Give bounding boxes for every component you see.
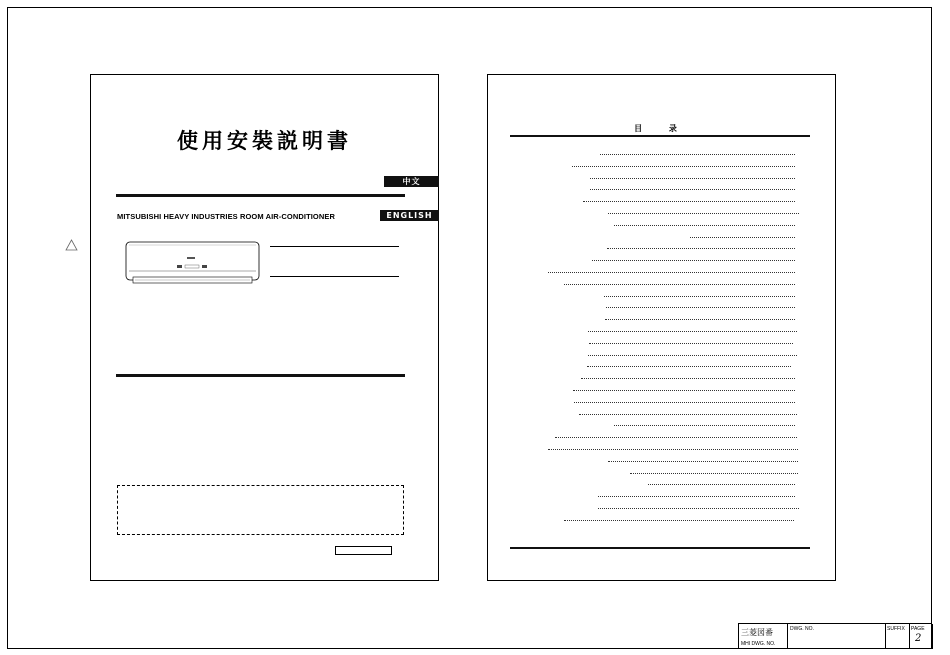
toc-entry-leader: [614, 225, 795, 226]
toc-entry-leader: [598, 508, 799, 509]
callout-line-upper: [270, 246, 399, 247]
toc-entry-leader: [574, 402, 795, 403]
suffix-label: SUFFIX: [887, 626, 905, 632]
toc-entry-leader: [630, 473, 798, 474]
toc-entry-leader: [614, 425, 795, 426]
toc-entry-leader: [548, 272, 795, 273]
mhi-dwg-label: MHI DWG. NO.: [741, 641, 776, 647]
page-cell: [910, 624, 933, 649]
toc-entry-leader: [605, 319, 795, 320]
manufacturer-line: MITSUBISHI HEAVY INDUSTRIES ROOM AIR-CONDITIONER: [117, 212, 336, 221]
toc-entry-leader: [590, 189, 795, 190]
small-label-box: [335, 546, 392, 555]
bottom-rule: [116, 374, 405, 377]
company-cell: [739, 624, 788, 649]
dwg-no-cell: [788, 624, 886, 649]
toc-entry-leader: [607, 248, 795, 249]
page-number: 2: [915, 633, 922, 644]
toc-entry-leader: [564, 520, 794, 521]
title-rule: [116, 194, 405, 197]
air-conditioner-illustration: [125, 241, 260, 289]
notice-dashed-box: [117, 485, 404, 535]
lang-tag-english: ENGLISH: [380, 210, 439, 221]
toc-entry-leader: [592, 260, 795, 261]
toc-entry-leader: [606, 307, 795, 308]
toc-entry-leader: [600, 154, 795, 155]
toc-entry-leader: [588, 355, 797, 356]
dwg-no-label: DWG. NO.: [790, 626, 814, 632]
toc-entry-leader: [579, 414, 797, 415]
toc-entry-leader: [598, 496, 795, 497]
toc-title: 目 录: [634, 124, 689, 133]
manual-title: 使用安裝説明書: [177, 129, 352, 153]
toc-entry-leader: [589, 343, 793, 344]
toc-entry-leader: [608, 213, 799, 214]
company-mark: 三菱図番: [741, 628, 773, 637]
toc-bottom-rule: [510, 547, 810, 549]
toc-entry-leader: [583, 201, 795, 202]
page-label: PAGE: [911, 626, 925, 632]
toc-entry-leader: [573, 390, 795, 391]
toc-top-rule: [510, 135, 810, 137]
suffix-cell: [886, 624, 910, 649]
lang-tag-chinese: 中文: [384, 176, 439, 187]
toc-entry-leader: [604, 296, 795, 297]
callout-line-lower: [270, 276, 399, 277]
toc-entry-leader: [608, 461, 798, 462]
toc-entry-leader: [690, 237, 795, 238]
toc-entry-leader: [588, 331, 797, 332]
toc-entry-leader: [581, 378, 795, 379]
toc-entry-leader: [555, 437, 797, 438]
toc-entry-leader: [564, 284, 795, 285]
toc-entry-leader: [648, 484, 795, 485]
toc-entry-leader: [548, 449, 798, 450]
toc-entry-leader: [587, 366, 791, 367]
cover-page: [90, 74, 439, 581]
warning-triangle-icon: [65, 239, 78, 251]
title-block: [738, 623, 932, 649]
toc-entry-leader: [590, 178, 795, 179]
toc-entry-leader: [572, 166, 795, 167]
toc-page: [487, 74, 836, 581]
